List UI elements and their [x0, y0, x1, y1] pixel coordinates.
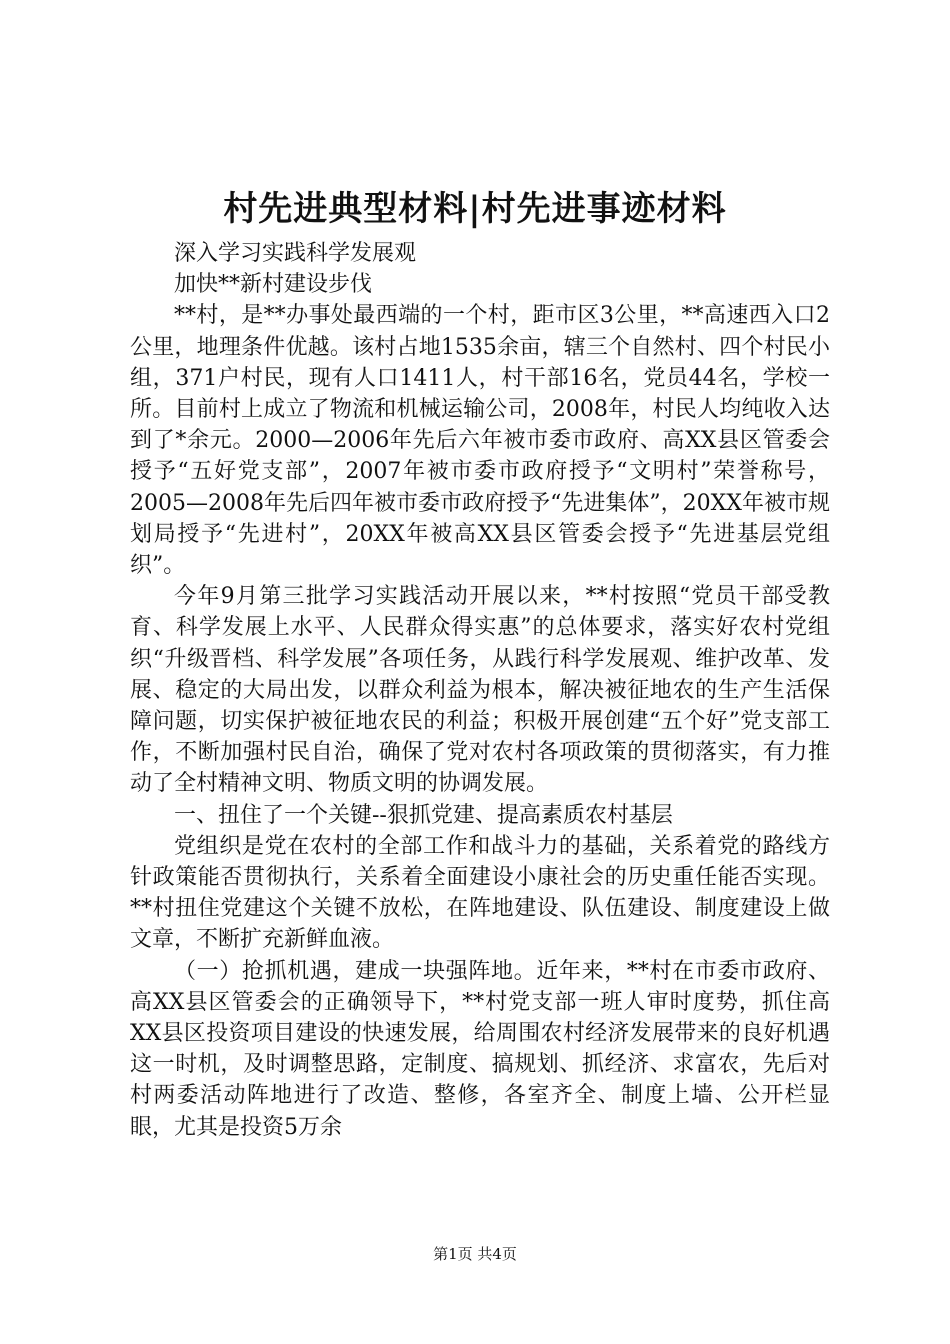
document-body — [130, 238, 830, 1143]
body-paragraph: 党组织是党在农村的全部工作和战斗力的基础，关系着党的路线方针政策能否贯彻执行，关系着全面建设小康社会的历史重任能否实现。**村扭住党建这个关键不放松，在阵地建设、队伍建设、制度建设上做文章，不断扩充新鲜血液。 — [130, 833, 830, 953]
body-paragraph: 今年9月第三批学习实践活动开展以来，**村按照“党员干部受教育、科学发展上水平、人民群众得实惠”的总体要求，落实好农村党组织“升级晋档、科学发展”各项任务，从践行科学发展观、维护改革、发展、稳定的大局出发，以群众利益为根本，解决被征地农的生产生活保障问题，切实保护被征地农民的利益；积极开展创建“五个好”党支部工作，不断加强村民自治，确保了党对农村各项政策的贯彻落实，有力推动了全村精神文明、物质文明的协调发展。 — [130, 584, 830, 797]
document-title: 村先进典型材料|村先进事迹材料 — [223, 189, 727, 229]
subtitle-line: 深入学习实践科学发展观 — [174, 241, 417, 266]
body-paragraph: **村，是**办事处最西端的一个村，距市区3公里，**高速西入口2公里，地理条件优越。该村占地1535余亩，辖三个自然村、四个村民小组，371户村民，现有人口1411人，村干部16名，党员44名，学校一所。目前村上成立了物流和机械运输公司，2008年，村民人均纯收入达到了*余元。2000—2006年先后六年被市委市政府、高XX县区管委会授予“五好党支部”，2007年被市委市政府授予“文明村”荣誉称号，2005—2008年先后四年被市委市政府授予“先进集体”，20XX年被市规划局授予“先进村”，20XX年被高XX县区管委会授予“先进基层党组织”。 — [130, 303, 830, 579]
section-heading: 一、扭住了一个关键--狠抓党建、提高素质农村基层 — [174, 802, 673, 828]
body-paragraph: （一）抢抓机遇，建成一块强阵地。近年来，**村在市委市政府、高XX县区管委会的正确领导下，**村党支部一班人审时度势，抓住高XX县区投资项目建设的快速发展，给周围农村经济发展带来的良好机遇这一时机，及时调整思路，定制度、搞规划、抓经济、求富农，先后对村两委活动阵地进行了改造、整修，各室齐全、制度上墙、公开栏显眼，尤其是投资5万余 — [130, 958, 830, 1140]
page-number-footer: 第1页 共4页 — [433, 1245, 517, 1263]
subtitle-line: 加快**新村建设步伐 — [174, 272, 373, 298]
